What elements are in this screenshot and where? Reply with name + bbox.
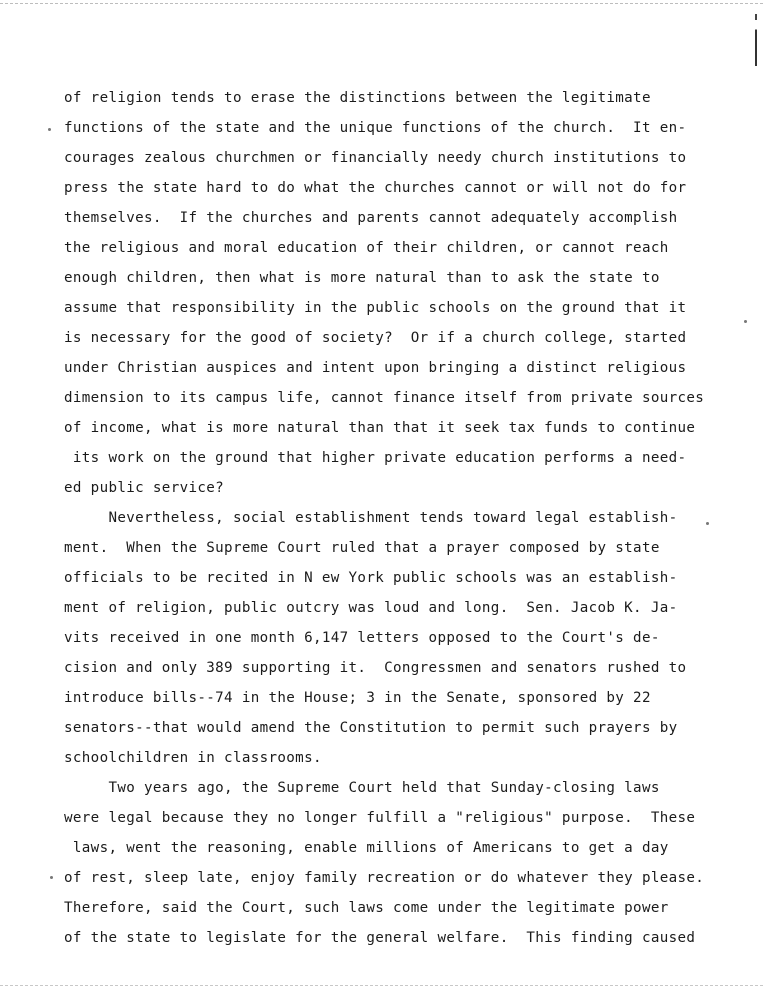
text-line: press the state hard to do what the churches cannot or will not do for (64, 180, 687, 196)
text-line: officials to be recited in N ew York public schools was an establish- (64, 570, 678, 586)
text-line: Therefore, said the Court, such laws come under the legitimate power (64, 900, 669, 916)
text-line: ment. When the Supreme Court ruled that a prayer composed by state (64, 540, 660, 556)
text-line: under Christian auspices and intent upon bringing a distinct religious (64, 360, 687, 376)
text-line: ment of religion, public outcry was loud and long. Sen. Jacob K. Ja- (64, 600, 678, 616)
scan-speck (48, 128, 51, 131)
text-line: its work on the ground that higher private education performs a need- (64, 450, 687, 466)
page-bottom-edge (0, 985, 763, 986)
text-line: Two years ago, the Supreme Court held that Sunday-closing laws (64, 780, 660, 796)
scan-edge-mark (755, 14, 757, 66)
text-line: themselves. If the churches and parents cannot adequately accomplish (64, 210, 678, 226)
text-line: of religion tends to erase the distinctions between the legitimate (64, 90, 651, 106)
text-line: of rest, sleep late, enjoy family recreation or do whatever they please. (64, 870, 705, 886)
text-line: dimension to its campus life, cannot finance itself from private sources (64, 390, 705, 406)
text-line: is necessary for the good of society? Or if a church college, started (64, 330, 687, 346)
text-line: of the state to legislate for the general welfare. This finding caused (64, 930, 696, 946)
page-top-edge (0, 3, 763, 4)
text-line: courages zealous churchmen or financially needy church institutions to (64, 150, 687, 166)
text-line: functions of the state and the unique functions of the church. It en- (64, 120, 687, 136)
scan-speck (744, 320, 747, 323)
text-line: Nevertheless, social establishment tends toward legal establish- (64, 510, 678, 526)
text-line: vits received in one month 6,147 letters opposed to the Court's de- (64, 630, 660, 646)
text-line: enough children, then what is more natural than to ask the state to (64, 270, 660, 286)
text-line: were legal because they no longer fulfill a "religious" purpose. These (64, 810, 696, 826)
text-line: the religious and moral education of their children, or cannot reach (64, 240, 669, 256)
text-line: introduce bills--74 in the House; 3 in the Senate, sponsored by 22 (64, 690, 651, 706)
scan-speck (50, 876, 53, 879)
text-line: assume that responsibility in the public schools on the ground that it (64, 300, 687, 316)
text-line: ed public service? (64, 480, 225, 496)
text-line: of income, what is more natural than that it seek tax funds to continue (64, 420, 696, 436)
text-line: schoolchildren in classrooms. (64, 750, 322, 766)
text-line: senators--that would amend the Constitution to permit such prayers by (64, 720, 678, 736)
text-line: cision and only 389 supporting it. Congressmen and senators rushed to (64, 660, 687, 676)
text-line: laws, went the reasoning, enable millions of Americans to get a day (64, 840, 669, 856)
scan-speck (706, 522, 709, 525)
